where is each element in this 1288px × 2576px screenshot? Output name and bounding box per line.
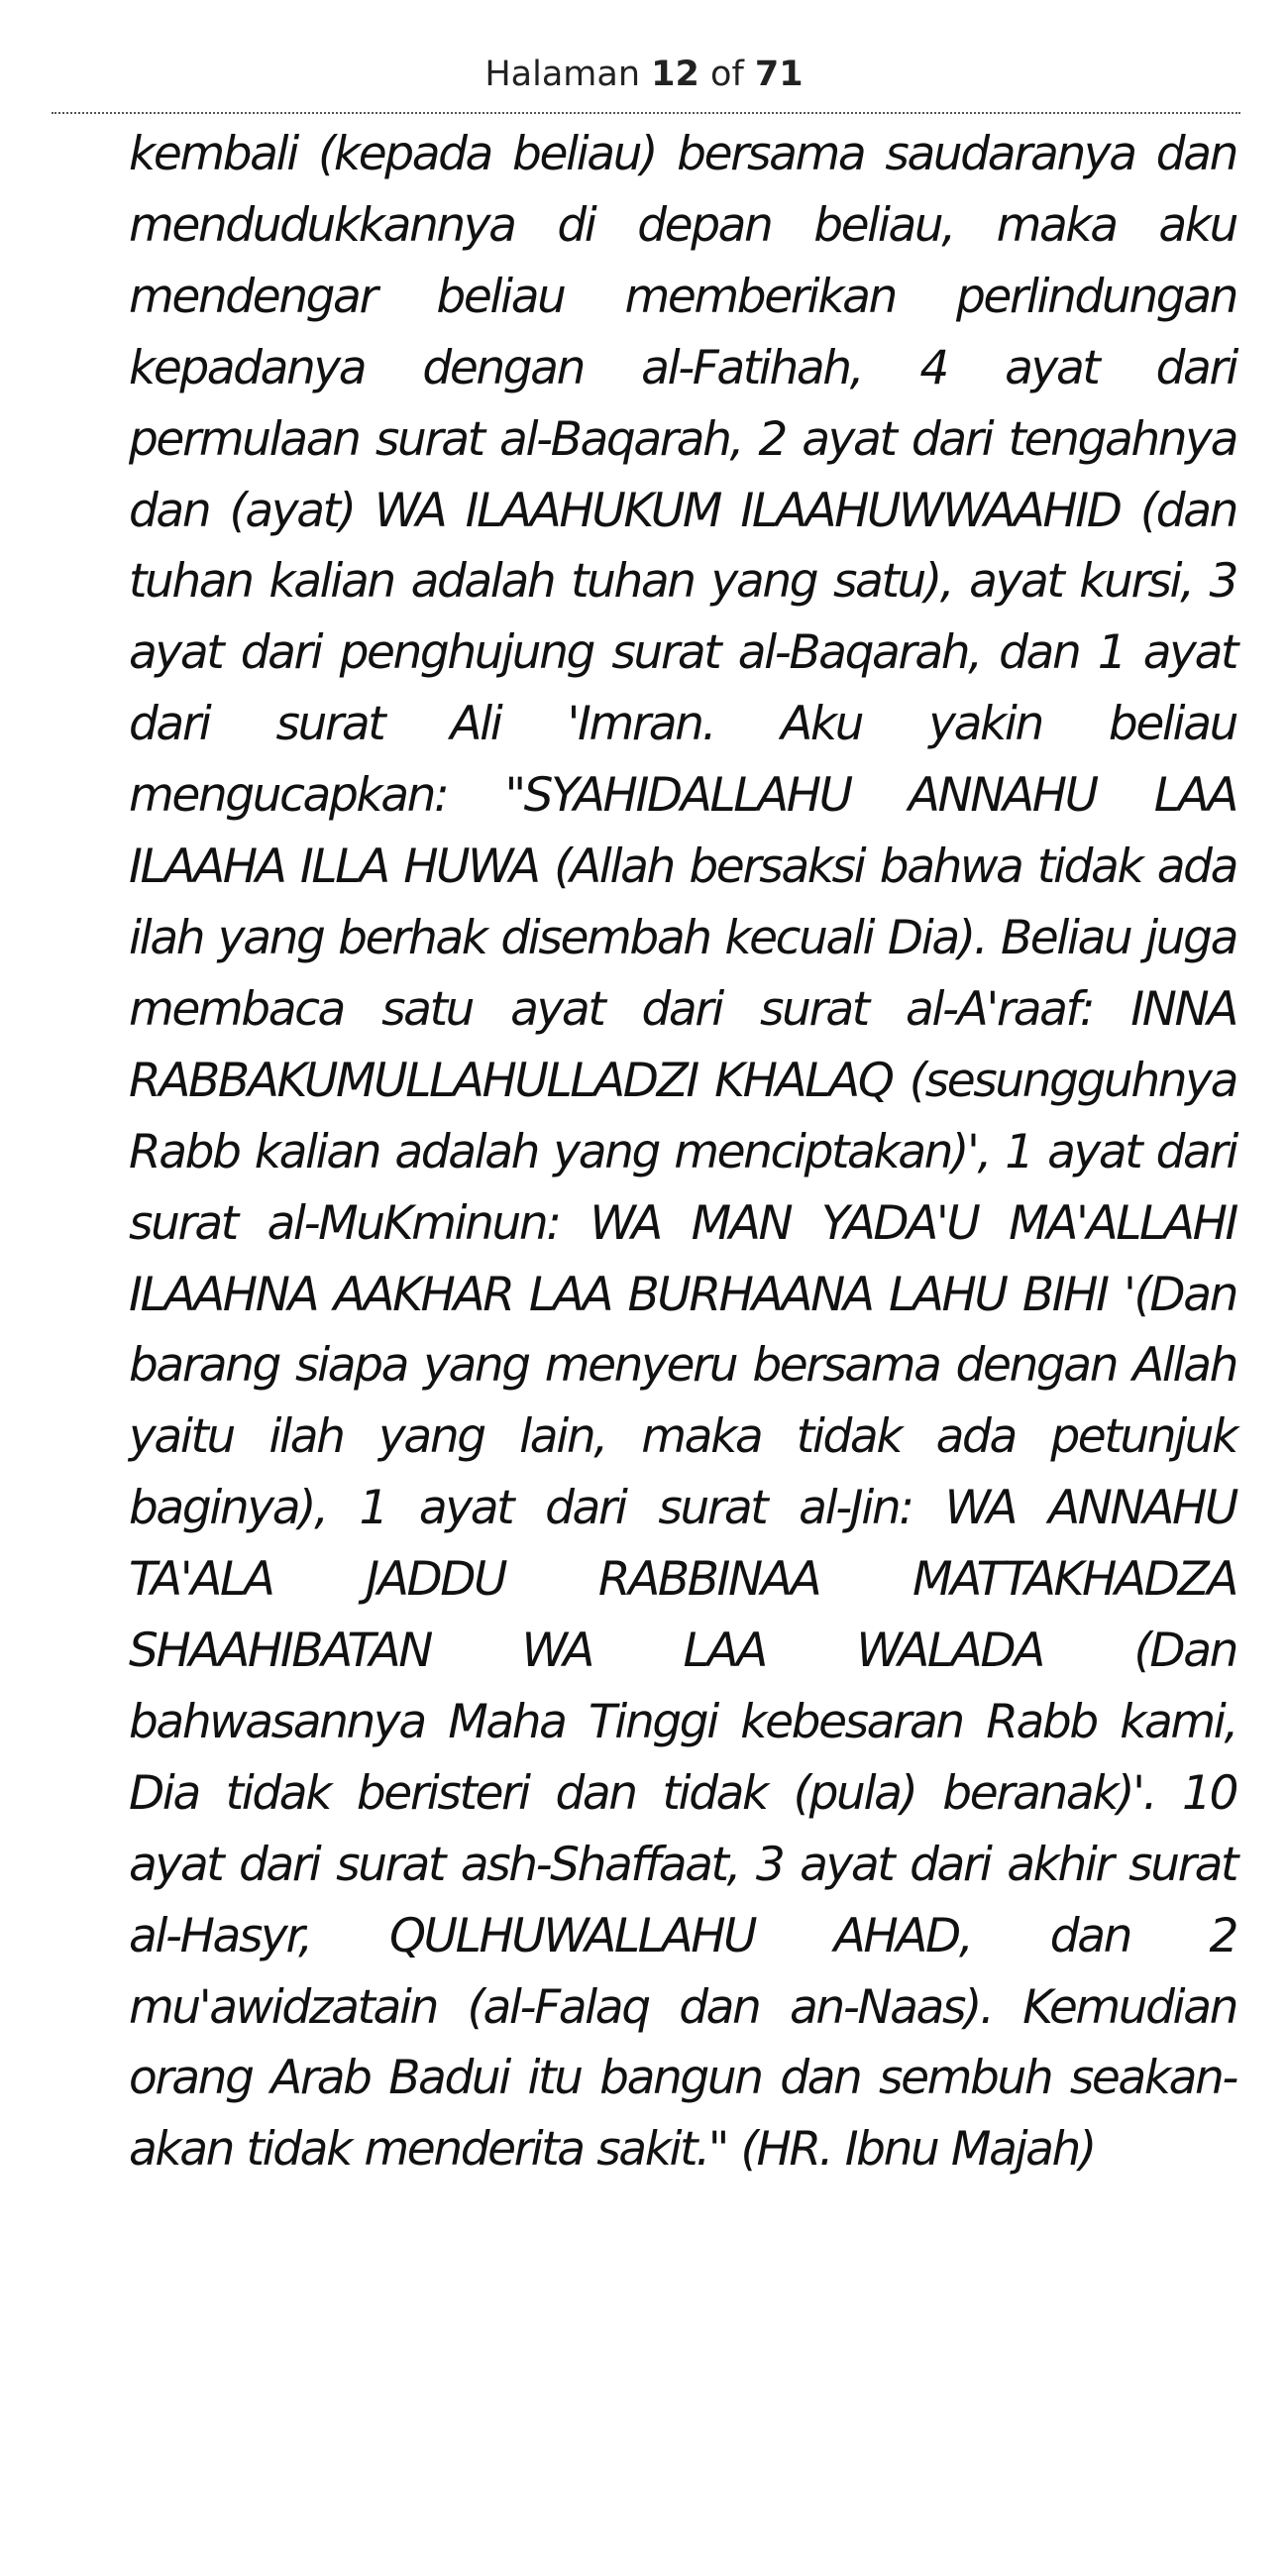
current-page-number: 12 <box>651 55 699 94</box>
header-divider <box>52 112 1240 114</box>
page-separator: of <box>710 55 744 94</box>
body-paragraph: kembali (kepada beliau) bersama saudaranya dan mendudukkannya di depan beliau, maka aku mendengar beliau memberikan perlindungan kepadanya dengan al-Fatihah, 4 ayat dari permulaan surat al-Baqarah, 2 ayat dari tengahnya dan (ayat) WA ILAAHUKUM ILAAHUWWAAHID (dan tuhan kalian adalah tuhan yang satu), ayat kursi, 3 ayat dari penghujung surat al-Baqarah, dan 1 ayat dari surat Ali 'Imran. Aku yakin beliau mengucapkan: "SYAHIDALLAHU ANNAHU LAA ILAAHA ILLA HUWA (Allah bersaksi bahwa tidak ada ilah yang berhak disembah kecuali Dia). Beliau juga membaca satu ayat dari surat al-A'raaf: INNA RABBAKUMULLAHULLADZI KHALAQ (sesungguhnya Rabb kalian adalah yang menciptakan)', 1 ayat dari surat al-MuKminun: WA MAN YADA'U MA'ALLAHI ILAAHNA AAKHAR LAA BURHAANA LAHU BIHI '(Dan barang siapa yang menyeru bersama dengan Allah yaitu ilah yang lain, maka tidak ada petunjuk baginya), 1 ayat dari surat al-Jin: WA ANNAHU TA'ALA JADDU RABBINAA MATTAKHADZA SHAAHIBATAN WA LAA WALADA (Dan bahwasannya Maha Tinggi kebesaran Rabb kami, Dia tidak beristeri dan tidak (pula) beranak)'. 10 ayat dari surat ash-Shaffaat, 3 ayat dari akhir surat al-Hasyr, QULHUWALLAHU AHAD, dan 2 mu'awidzatain (al-Falaq dan an-Naas). Kemudian orang Arab Badui itu bangun dan sembuh seakan-akan tidak menderita sakit." (HR. Ibnu Majah) <box>129 127 1236 2178</box>
page-body <box>129 119 1236 2185</box>
total-pages-number: 71 <box>754 55 804 94</box>
page-header <box>0 57 1288 92</box>
page-label: Halaman <box>484 55 641 94</box>
